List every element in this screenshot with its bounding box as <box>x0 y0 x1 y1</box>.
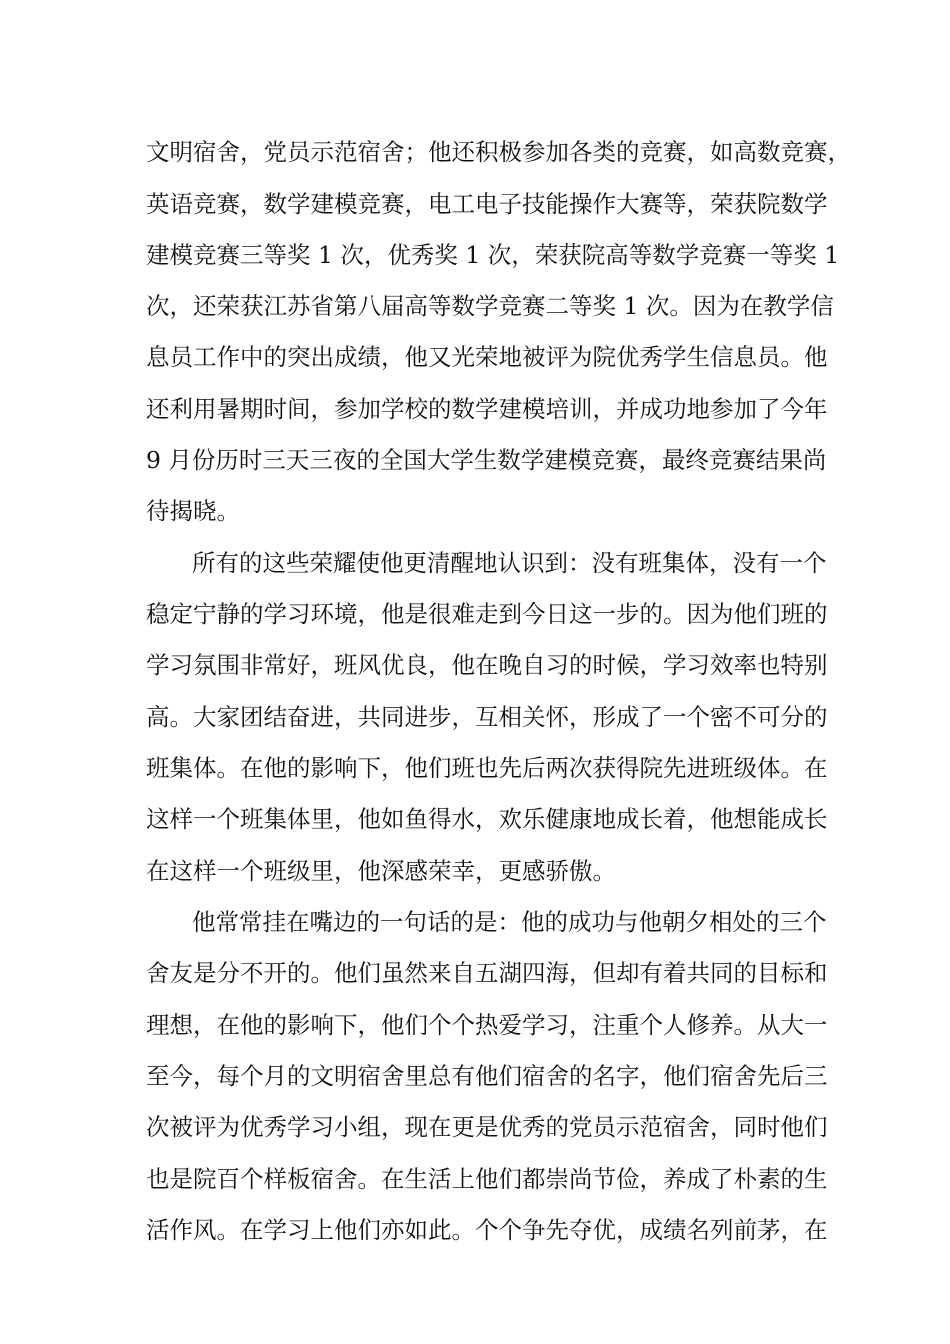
text-line: 这样一个班集体里，他如鱼得水，欢乐健康地成长着，他想能成长 <box>146 805 828 833</box>
text-line: 学习氛围非常好，班风优良，他在晚自习的时候，学习效率也特别 <box>146 651 828 679</box>
text-line: 高。大家团结奋进，共同进步，互相关怀，形成了一个密不可分的 <box>146 703 828 731</box>
text-line: 也是院百个样板宿舍。在生活上他们都崇尚节俭，养成了朴素的生 <box>146 1165 828 1193</box>
text-line: 待揭晓。 <box>146 497 240 525</box>
paragraph-first-line: 所有的这些荣耀使他更清醒地认识到：没有班集体，没有一个 <box>192 549 827 577</box>
text-line: 次被评为优秀学习小组，现在更是优秀的党员示范宿舍，同时他们 <box>146 1113 828 1141</box>
text-line: 文明宿舍，党员示范宿舍；他还积极参加各类的竞赛，如高数竞赛， <box>146 138 851 166</box>
text-line: 息员工作中的突出成绩，他又光荣地被评为院优秀学生信息员。他 <box>146 343 828 371</box>
text-line: 次，还荣获江苏省第八届高等数学竞赛二等奖 1 次。因为在教学信 <box>146 292 834 320</box>
text-line: 理想，在他的影响下，他们个个热爱学习，注重个人修养。从大一 <box>146 1011 828 1039</box>
text-line: 稳定宁静的学习环境，他是很难走到今日这一步的。因为他们班的 <box>146 600 828 628</box>
text-line: 还利用暑期时间，参加学校的数学建模培训，并成功地参加了今年 <box>146 395 828 423</box>
paragraph-first-line: 他常常挂在嘴边的一句话的是：他的成功与他朝夕相处的三个 <box>192 908 827 936</box>
text-line: 英语竞赛，数学建模竞赛，电工电子技能操作大赛等，荣获院数学 <box>146 190 828 218</box>
text-line: 9 月份历时三天三夜的全国大学生数学建模竞赛，最终竞赛结果尚 <box>146 446 827 474</box>
text-line: 建模竞赛三等奖 1 次，优秀奖 1 次，荣获院高等数学竞赛一等奖 1 <box>146 241 840 269</box>
text-line: 舍友是分不开的。他们虽然来自五湖四海，但却有着共同的目标和 <box>146 959 828 987</box>
text-line: 活作风。在学习上他们亦如此。个个争先夺优，成绩名列前茅，在 <box>146 1216 828 1244</box>
text-line: 班集体。在他的影响下，他们班也先后两次获得院先进班级体。在 <box>146 754 828 782</box>
text-line: 至今，每个月的文明宿舍里总有他们宿舍的名字，他们宿舍先后三 <box>146 1062 828 1090</box>
text-line: 在这样一个班级里，他深感荣幸，更感骄傲。 <box>146 857 616 885</box>
